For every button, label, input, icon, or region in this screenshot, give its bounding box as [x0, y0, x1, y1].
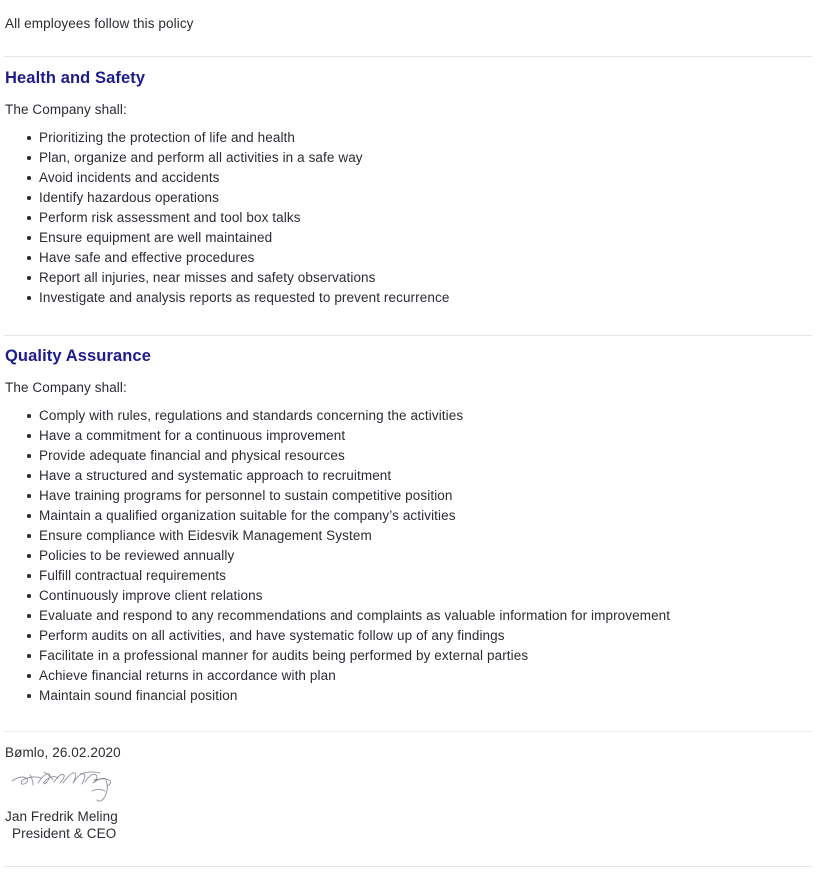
- list-item: Prioritizing the protection of life and health: [0, 128, 825, 148]
- list-item: Have training programs for personnel to sustain competitive position: [0, 486, 825, 506]
- bullet-list-quality-assurance: [0, 406, 825, 706]
- list-item: Have safe and effective procedures: [0, 248, 825, 268]
- section-lead-quality-assurance: The Company shall:: [5, 380, 127, 395]
- list-item: Investigate and analysis reports as requested to prevent recurrence: [0, 288, 825, 308]
- section-divider-middle: [4, 335, 812, 336]
- section-title-health-and-safety: Health and Safety: [5, 69, 146, 87]
- section-divider-top: [4, 56, 812, 57]
- signature-place-and-date: Bømlo, 26.02.2020: [5, 745, 121, 760]
- list-item: Identify hazardous operations: [0, 188, 825, 208]
- list-item: Maintain sound financial position: [0, 686, 825, 706]
- list-item: Avoid incidents and accidents: [0, 168, 825, 188]
- list-item: Perform audits on all activities, and have systematic follow up of any findings: [0, 626, 825, 646]
- list-item: Achieve financial returns in accordance with plan: [0, 666, 825, 686]
- signature-block: [0, 743, 400, 842]
- handwritten-signature-icon: [8, 767, 120, 805]
- list-item: Provide adequate financial and physical resources: [0, 446, 825, 466]
- signature-name: Jan Fredrik Meling: [5, 809, 118, 824]
- list-item: Policies to be reviewed annually: [0, 546, 825, 566]
- list-item: Facilitate in a professional manner for audits being performed by external parties: [0, 646, 825, 666]
- list-item: Comply with rules, regulations and standards concerning the activities: [0, 406, 825, 426]
- section-health-and-safety: [0, 68, 825, 308]
- section-divider-bottom: [4, 866, 812, 867]
- list-item: Ensure compliance with Eidesvik Management System: [0, 526, 825, 546]
- intro-text: All employees follow this policy: [5, 16, 194, 31]
- list-item: Plan, organize and perform all activities in a safe way: [0, 148, 825, 168]
- list-item: Evaluate and respond to any recommendations and complaints as valuable information for improvement: [0, 606, 825, 626]
- section-title-quality-assurance: Quality Assurance: [5, 347, 151, 365]
- section-quality-assurance: [0, 346, 825, 706]
- list-item: Continuously improve client relations: [0, 586, 825, 606]
- list-item: Ensure equipment are well maintained: [0, 228, 825, 248]
- list-item: Have a commitment for a continuous improvement: [0, 426, 825, 446]
- signature-role: President & CEO: [12, 826, 117, 841]
- section-divider-signature: [4, 731, 812, 732]
- list-item: Perform risk assessment and tool box talks: [0, 208, 825, 228]
- list-item: Report all injuries, near misses and safety observations: [0, 268, 825, 288]
- section-lead-health-and-safety: The Company shall:: [5, 102, 127, 117]
- bullet-list-health-and-safety: [0, 128, 825, 308]
- list-item: Fulfill contractual requirements: [0, 566, 825, 586]
- list-item: Maintain a qualified organization suitable for the company’s activities: [0, 506, 825, 526]
- list-item: Have a structured and systematic approach to recruitment: [0, 466, 825, 486]
